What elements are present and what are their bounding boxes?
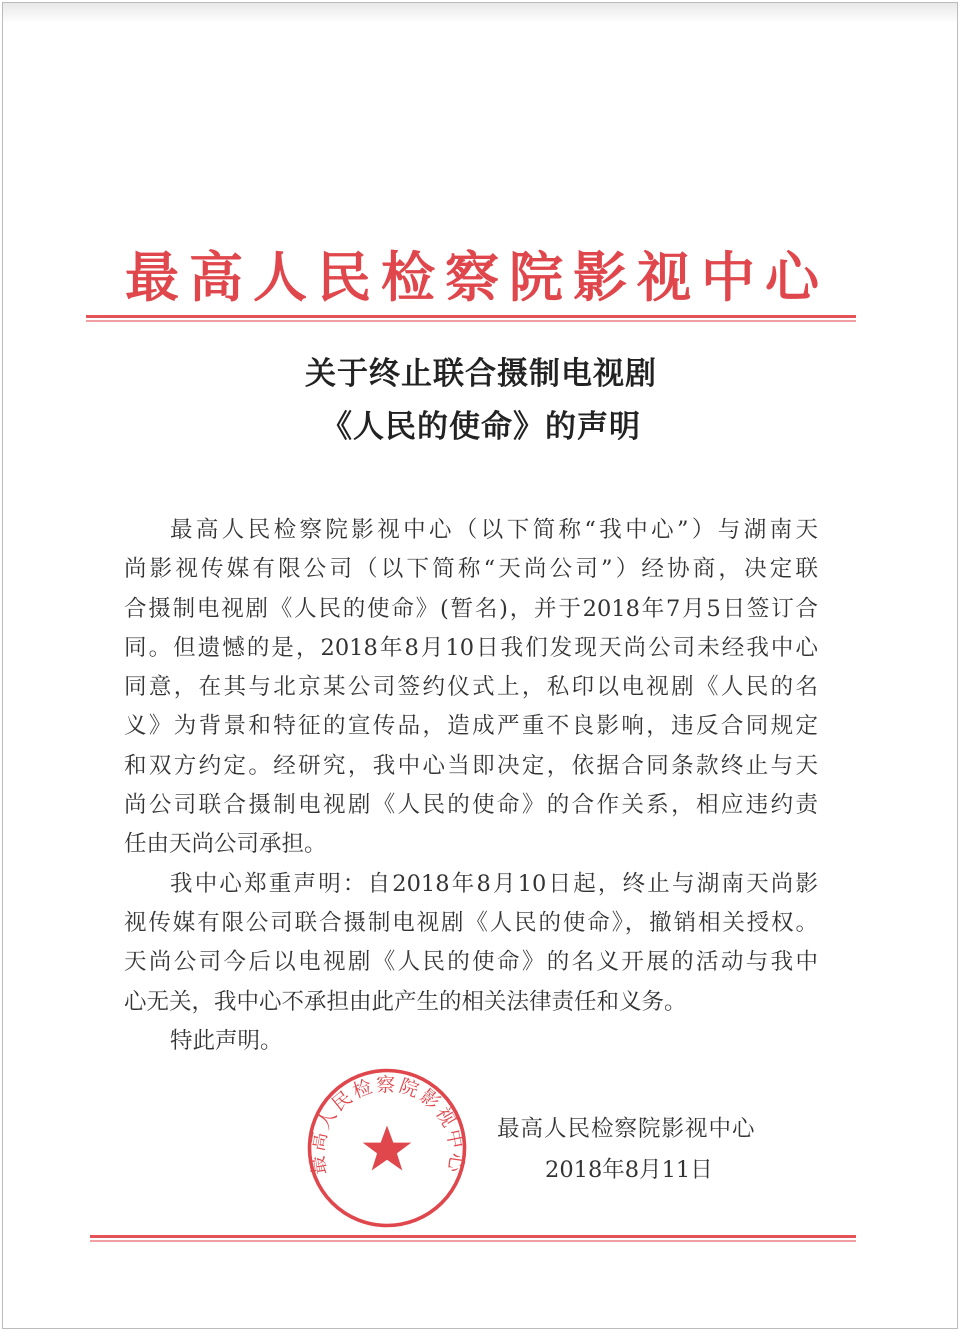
signature-organization: 最高人民检察院影视中心 xyxy=(497,1116,756,1142)
body-line: 同。但遗憾的是，2018年8月10日我们发现天尚公司未经我中心 xyxy=(124,634,818,661)
statement-body xyxy=(124,511,818,1061)
star-icon xyxy=(363,1125,412,1170)
body-line: 天尚公司今后以电视剧《人民的使命》的名义开展的活动与我中 xyxy=(124,949,818,976)
body-line: 合摄制电视剧《人民的使命》(暂名)，并于2018年7月5日签订合 xyxy=(124,595,818,622)
body-line: 任由天尚公司承担。 xyxy=(124,831,327,858)
letterhead-rule xyxy=(86,315,856,322)
body-line: 同意，在其与北京某公司签约仪式上，私印以电视剧《人民的名 xyxy=(124,674,818,701)
body-line: 义》为背景和特征的宣传品，造成严重不良影响，违反合同规定 xyxy=(124,713,818,740)
document-title-line1: 关于终止联合摄制电视剧 xyxy=(305,356,657,392)
document-title-line2: 《人民的使命》的声明 xyxy=(321,409,641,445)
letterhead-organization: 最高人民检察院影视中心 xyxy=(125,245,829,309)
body-line: 尚影视传媒有限公司（以下简称“天尚公司”）经协商，决定联 xyxy=(124,556,818,583)
seal-text: 最高人民检察院影视中心 xyxy=(306,1073,468,1177)
official-seal xyxy=(305,1066,469,1230)
body-line: 最高人民检察院影视中心（以下简称“我中心”）与湖南天 xyxy=(170,517,818,543)
footer-rule xyxy=(90,1235,856,1242)
body-line: 我中心郑重声明：自2018年8月10日起，终止与湖南天尚影 xyxy=(170,870,818,897)
body-line: 视传媒有限公司联合摄制电视剧《人民的使命》，撤销相关授权。 xyxy=(124,909,818,936)
scan-shadow xyxy=(3,3,957,23)
svg-text:最高人民检察院影视中心 xyxy=(306,1074,468,1176)
body-line: 心无关，我中心不承担由此产生的相关法律责任和义务。 xyxy=(124,988,687,1015)
body-line: 尚公司联合摄制电视剧《人民的使命》的合作关系，相应违约责 xyxy=(124,792,818,819)
body-line: 和双方约定。经研究，我中心当即决定，依据合同条款终止与天 xyxy=(124,752,818,779)
body-line: 特此声明。 xyxy=(170,1027,283,1054)
signature-date: 2018年8月11日 xyxy=(545,1157,713,1183)
